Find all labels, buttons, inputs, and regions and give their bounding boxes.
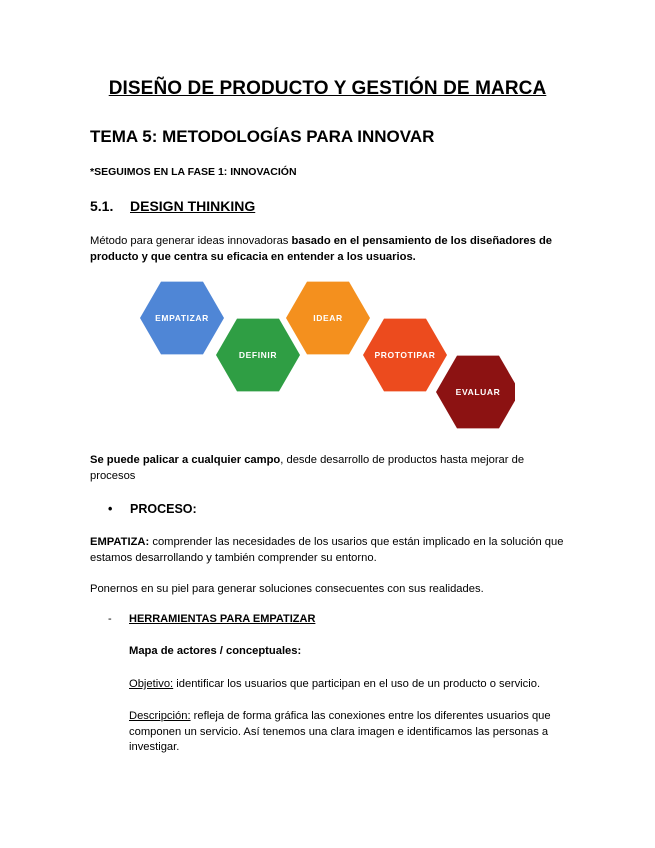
objetivo-paragraph [129, 677, 579, 693]
section-number: 5.1. [90, 198, 114, 214]
objetivo-text: identificar los usuarios que participan en el uso de un producto o servicio. [173, 678, 541, 690]
hexagon-label-empatizar: EMPATIZAR [155, 313, 209, 323]
descripcion-paragraph [129, 709, 559, 756]
herramientas-label: HERRAMIENTAS PARA EMPATIZAR [129, 613, 316, 625]
objetivo-label: Objetivo: [129, 678, 174, 690]
hexagon-label-definir: DEFINIR [238, 350, 278, 360]
hexagon-label-idear: IDEAR [313, 313, 343, 323]
applies-paragraph [90, 453, 560, 484]
herramientas-heading [108, 613, 315, 625]
descripcion-label: Descripción: [129, 710, 191, 722]
intro-bold: basado en el pensamiento de los diseñadores de producto y que centra su eficacia en entender a los usuarios. [90, 235, 553, 263]
phase-note: *SEGUIMOS EN LA FASE 1: INNOVACIÓN [90, 166, 297, 178]
ponernos-paragraph: Ponernos en su piel para generar soluciones consecuentes con sus realidades. [90, 583, 484, 595]
applies-plain: , desde desarrollo de productos hasta mejorar de procesos [90, 454, 525, 482]
applies-bold: Se puede palicar a cualquier campo [90, 454, 281, 466]
empatiza-label: EMPATIZA: [90, 536, 150, 548]
proceso-item [108, 502, 197, 516]
hexagon-label-evaluar: EVALUAR [455, 387, 501, 397]
empatiza-paragraph [90, 535, 570, 566]
document-title: DISEÑO DE PRODUCTO Y GESTIÓN DE MARCA [108, 78, 547, 99]
descripcion-text: refleja de forma gráfica las conexiones entre los diferentes usuarios que componen un servicio. Así tenemos una clara imagen e identificamos las personas a investigar. [129, 710, 551, 753]
section-label: DESIGN THINKING [130, 198, 256, 214]
mapa-heading: Mapa de actores / conceptuales: [129, 645, 302, 657]
bullet-icon: • [108, 502, 113, 516]
intro-plain: Método para generar ideas innovadoras [90, 235, 292, 247]
dash-marker: - [108, 613, 112, 625]
topic-heading: TEMA 5: METODOLOGÍAS PARA INNOVAR [90, 127, 435, 146]
empatiza-text: comprender las necesidades de los usarios que están implicado en la solución que estamos desarrollando y también comprender su entorno. [90, 536, 564, 564]
design-thinking-diagram [140, 268, 515, 438]
proceso-label: PROCESO: [130, 502, 197, 516]
intro-paragraph [90, 234, 570, 265]
section-heading [90, 198, 255, 214]
hexagon-label-prototipar: PROTOTIPAR [374, 350, 436, 360]
